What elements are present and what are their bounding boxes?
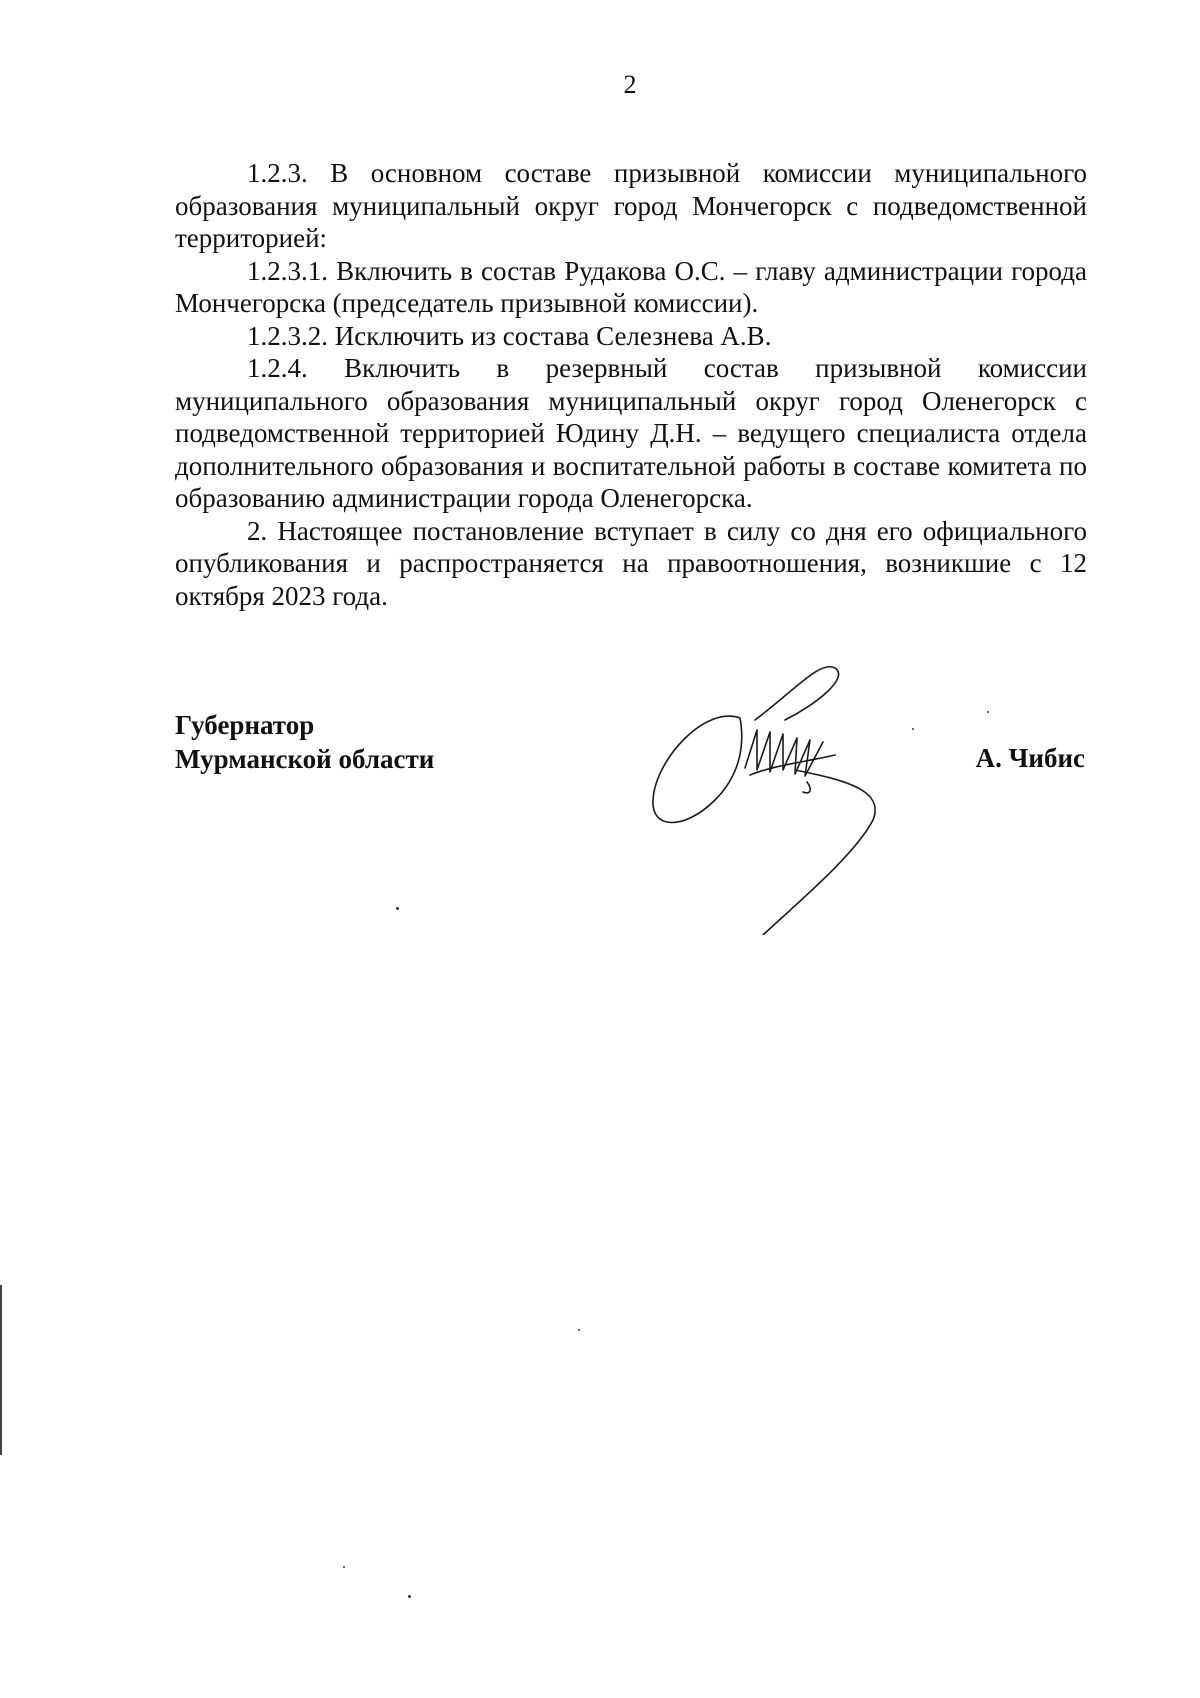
paragraph-1-2-3: 1.2.3. В основном составе призывной комиссии муниципального образования муниципальный округ город Мончегорск с подведомственной территорией: (175, 158, 1087, 253)
scan-speck (912, 728, 914, 730)
signatory-name: А. Чибис (975, 743, 1085, 773)
scan-speck (578, 1329, 580, 1331)
paragraph-1-2-3-1: 1.2.3.1. Включить в состав Рудакова О.С. – главу администрации города Мончегорска (председатель призывной комиссии). (175, 255, 1087, 318)
scan-speck (396, 907, 399, 910)
scan-speck (343, 1566, 345, 1568)
scan-speck (408, 1595, 411, 1598)
page-number: 2 (623, 70, 637, 99)
scan-edge-mark (0, 1285, 2, 1455)
paragraph-2: 2. Настоящее постановление вступает в силу со дня его официального опубликования и распространяется на правоотношения, возникшие с 12 октября 2023 года. (175, 515, 1087, 611)
scan-speck (987, 711, 989, 713)
signatory-title (175, 708, 434, 776)
signatory-title-line-1: Губернатор (175, 710, 315, 740)
paragraph-1-2-4: 1.2.4. Включить в резервный состав призывной комиссии муниципального образования муниципальный округ город Оленегорск с подведомственной территорией Юдину Д.Н. – ведущего специалиста отдела дополнительного образования и воспитательной работы в составе комитета по образованию администрации города Оленегорска. (175, 353, 1087, 513)
paragraph-1-2-3-2: 1.2.3.2. Исключить из состава Селезнева А.В. (247, 320, 772, 351)
document-body (175, 157, 1087, 612)
signatory-title-line-2: Мурманской области (175, 744, 435, 774)
handwritten-signature (645, 650, 945, 935)
